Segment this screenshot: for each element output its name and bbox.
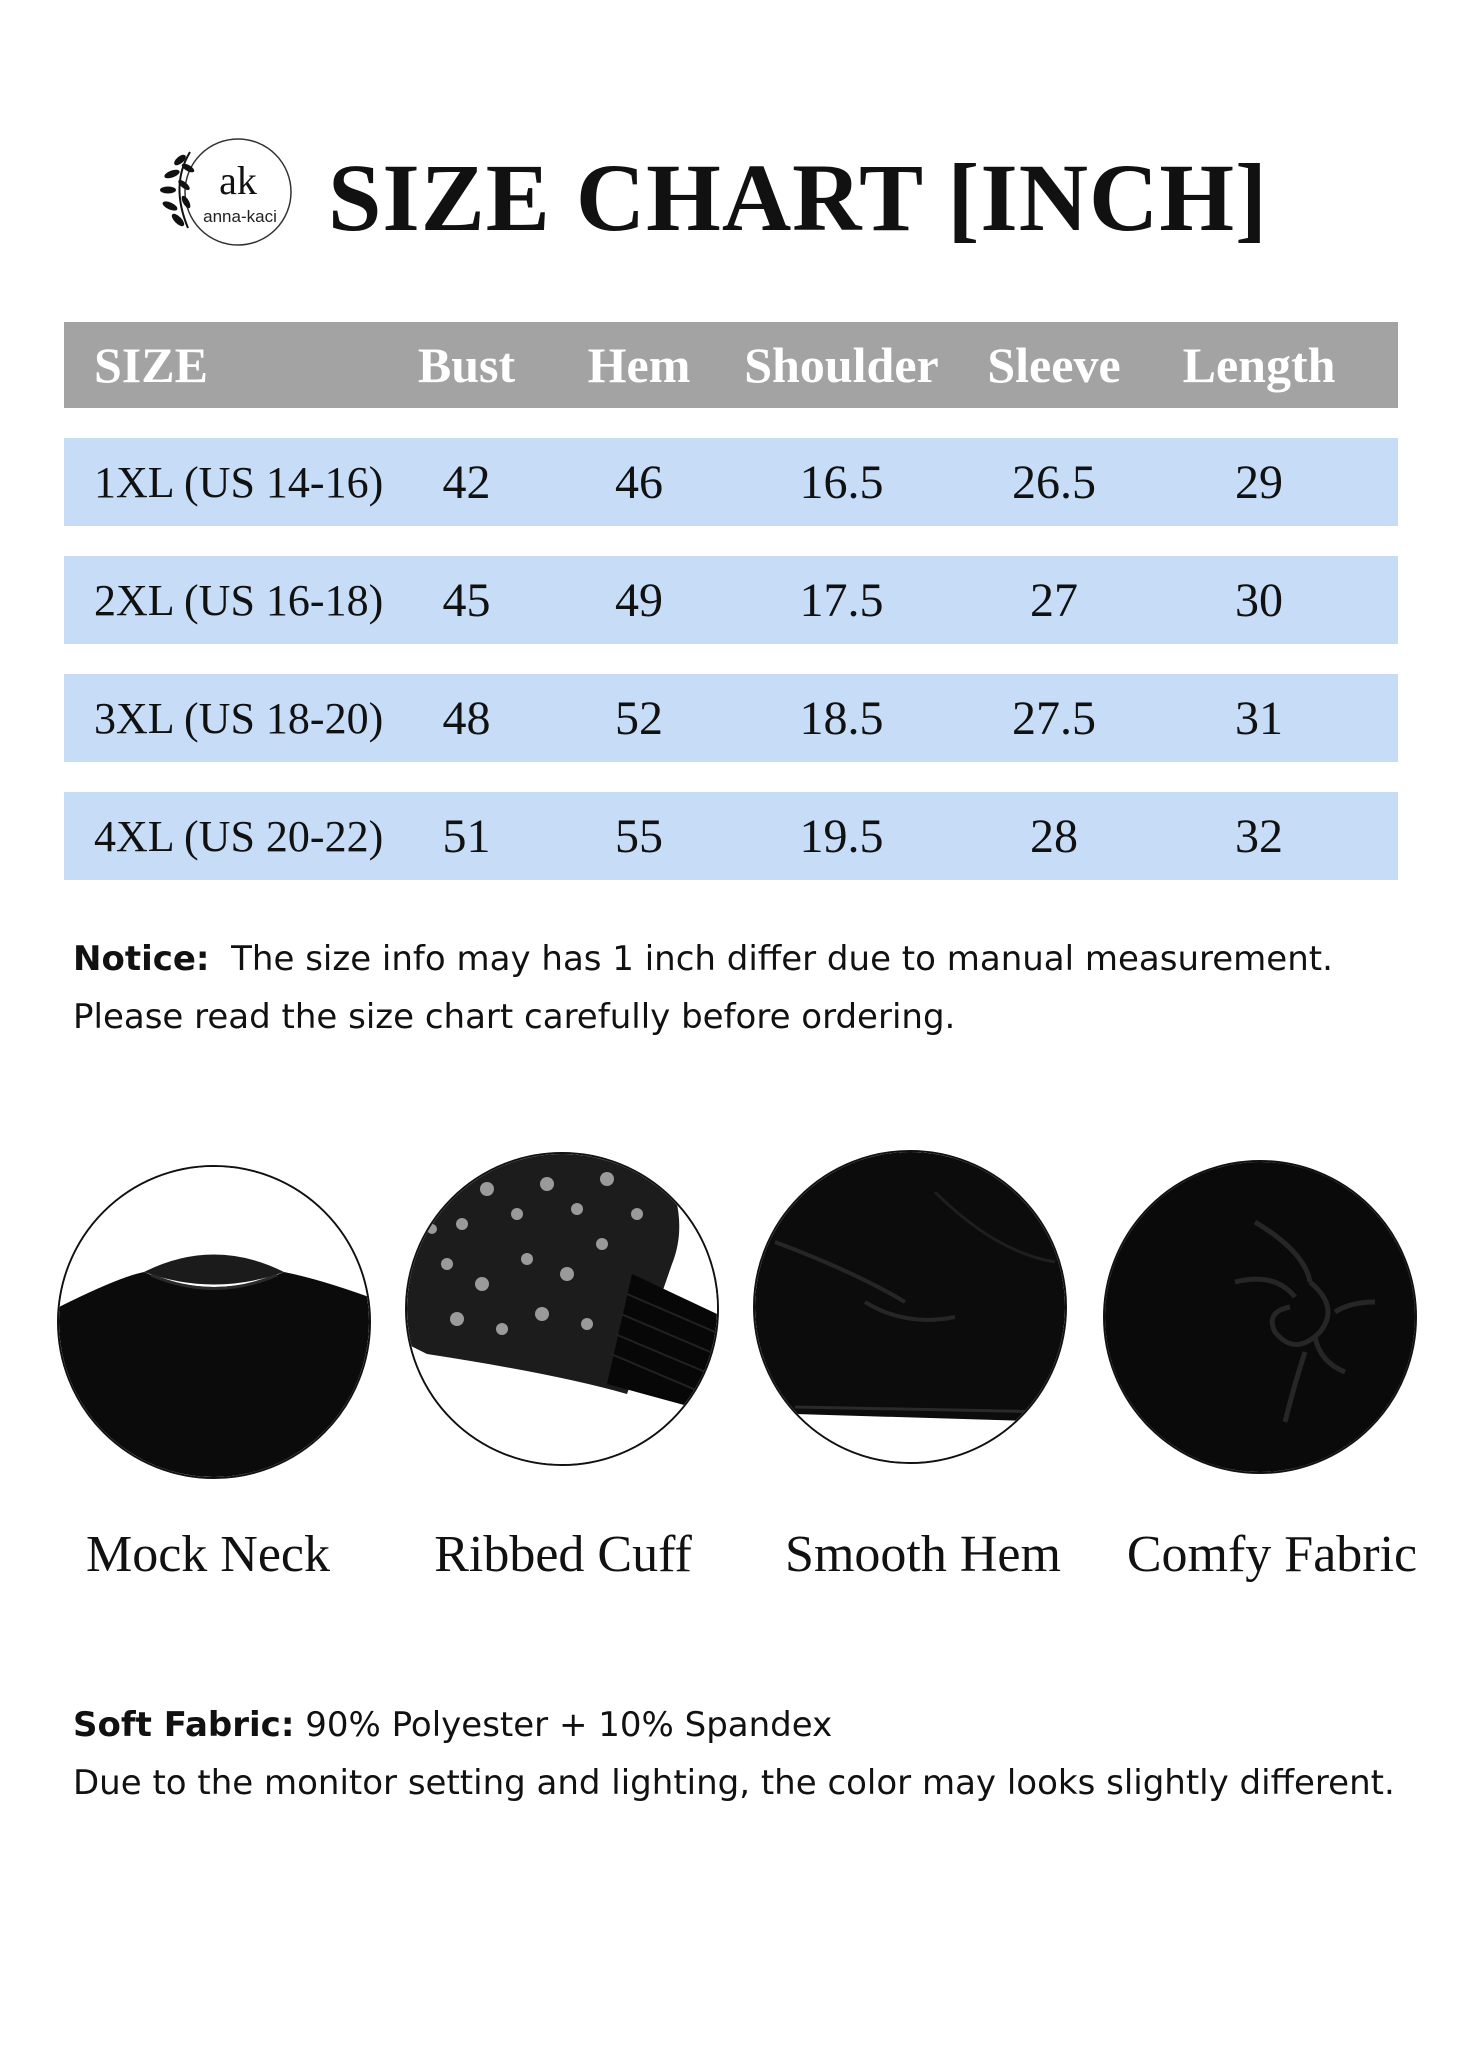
cell-hem: 46: [615, 455, 663, 509]
fabric-label: Soft Fabric:: [73, 1705, 295, 1745]
cell-sleeve: 26.5: [1012, 455, 1096, 509]
smooth-hem-image: [753, 1150, 1067, 1464]
notice-text: [73, 930, 1333, 1046]
feature-caption-comfy-fabric: Comfy Fabric: [1126, 1526, 1418, 1583]
feature-images: [55, 1150, 1435, 1470]
cell-bust: 48: [442, 691, 491, 745]
fabric-info: [73, 1696, 1395, 1812]
cell-bust: 51: [442, 809, 491, 863]
cell-size: 3XL (US 18-20): [94, 693, 384, 743]
color-disclaimer: Due to the monitor setting and lighting, the color may looks slightly different.: [73, 1763, 1395, 1803]
cell-bust: 45: [442, 573, 491, 627]
feature-caption-ribbed-cuff: Ribbed Cuff: [434, 1526, 692, 1583]
ribbed-cuff-image: [405, 1152, 719, 1466]
fabric-composition: 90% Polyester + 10% Spandex: [305, 1705, 833, 1745]
comfy-fabric-image: [1103, 1160, 1417, 1474]
cell-hem: 49: [615, 573, 663, 627]
cell-bust: 42: [442, 455, 491, 509]
feature-caption-mock-neck: Mock Neck: [85, 1526, 331, 1583]
col-header-length: Length: [1182, 337, 1336, 393]
cell-length: 32: [1235, 809, 1283, 863]
cell-size: 4XL (US 20-22): [94, 811, 384, 861]
cell-sleeve: 27.5: [1012, 691, 1096, 745]
col-header-bust: Bust: [417, 337, 516, 393]
cell-length: 30: [1235, 573, 1283, 627]
feature-caption-smooth-hem: Smooth Hem: [785, 1526, 1061, 1583]
cell-sleeve: 27: [1030, 573, 1078, 627]
cell-hem: 52: [615, 691, 663, 745]
cell-length: 29: [1235, 455, 1283, 509]
cell-shoulder: 17.5: [799, 573, 884, 627]
svg-text:ak: ak: [219, 158, 257, 203]
cell-size: 2XL (US 16-18): [94, 575, 384, 625]
cell-sleeve: 28: [1030, 809, 1078, 863]
cell-shoulder: 16.5: [799, 455, 884, 509]
svg-text:anna-kaci: anna-kaci: [203, 207, 277, 226]
page-title: SIZE CHART [INCH]: [328, 144, 1269, 251]
notice-line-2: Please read the size chart carefully before ordering.: [73, 997, 956, 1037]
laurel-logo-icon: [150, 130, 310, 250]
table-header: [64, 322, 1398, 408]
table-row: [64, 556, 1398, 644]
brand-logo: [150, 130, 310, 250]
cell-shoulder: 19.5: [799, 809, 884, 863]
col-header-hem: Hem: [587, 337, 691, 393]
cell-size: 1XL (US 14-16): [94, 457, 384, 507]
col-header-shoulder: Shoulder: [744, 337, 939, 393]
cell-length: 31: [1235, 691, 1283, 745]
table-row: [64, 792, 1398, 880]
col-header-sleeve: Sleeve: [987, 337, 1121, 393]
table-row: [64, 674, 1398, 762]
notice-line-1: The size info may has 1 inch differ due to manual measurement.: [231, 939, 1333, 979]
table-row: [64, 438, 1398, 526]
size-table: [64, 322, 1398, 910]
cell-shoulder: 18.5: [799, 691, 884, 745]
notice-label: Notice:: [73, 939, 210, 979]
col-header-size: SIZE: [94, 337, 208, 393]
cell-hem: 55: [615, 809, 663, 863]
mock-neck-image: [57, 1165, 371, 1479]
